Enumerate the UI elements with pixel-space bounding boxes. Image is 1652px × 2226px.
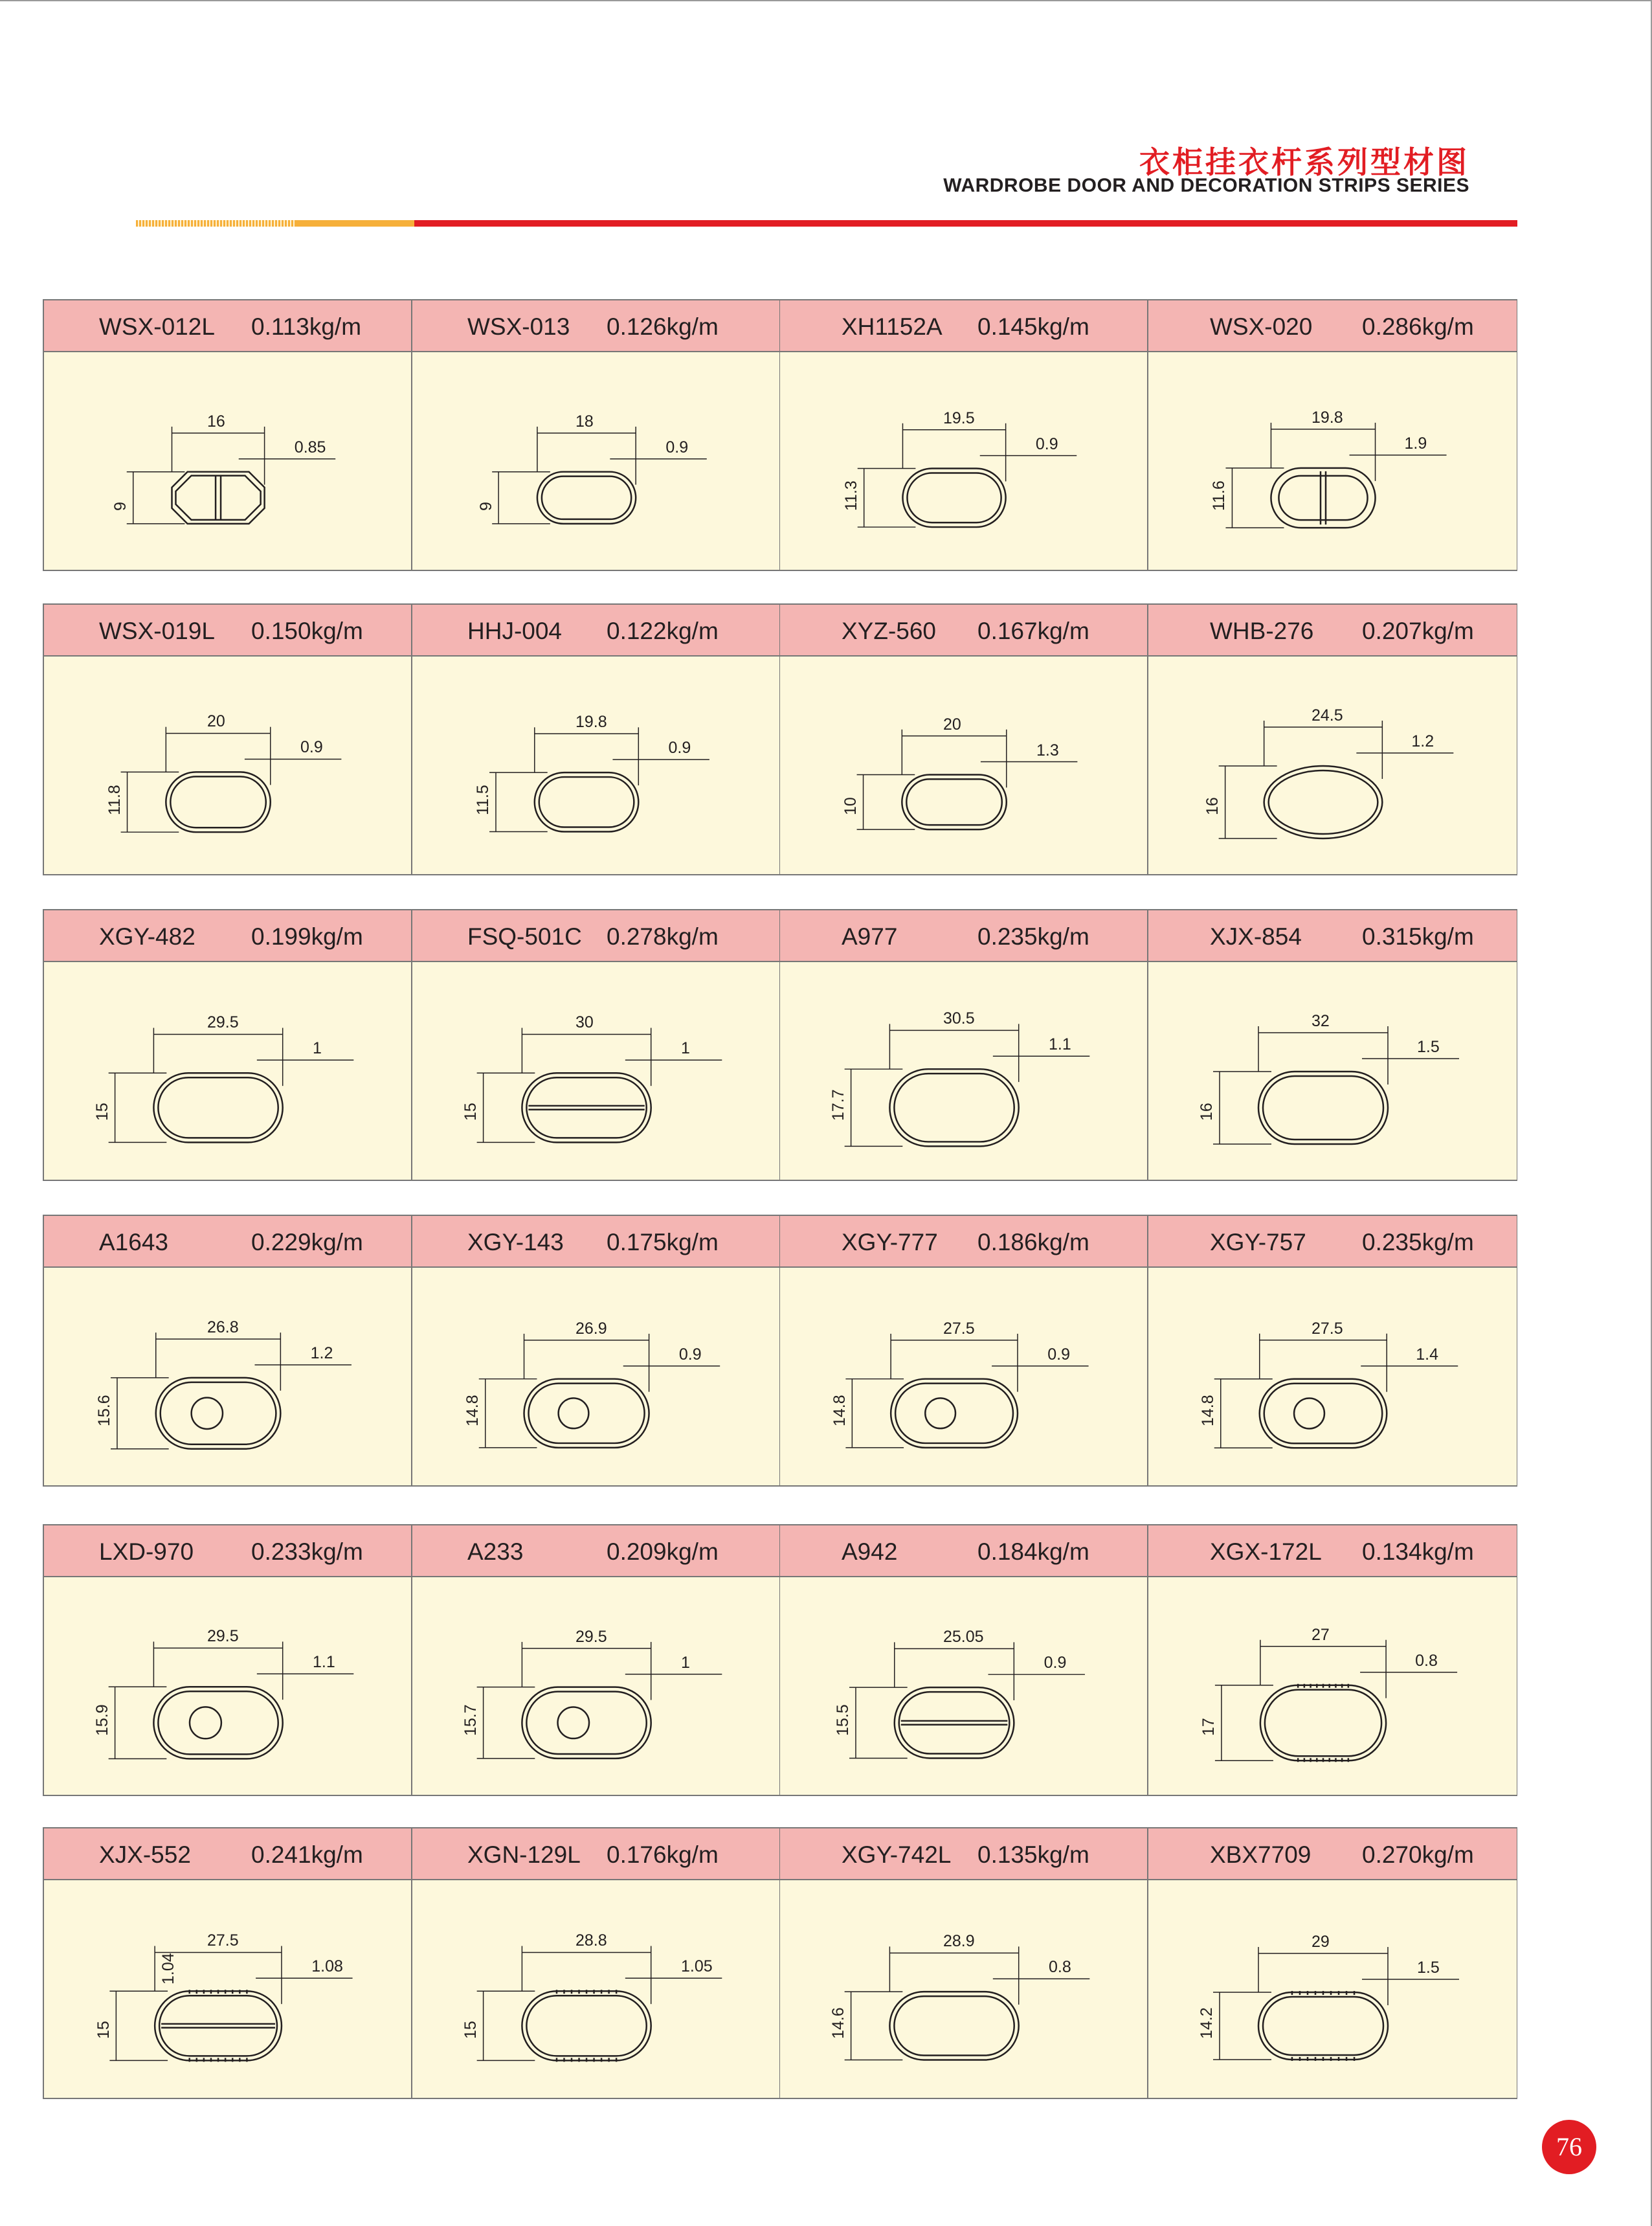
thickness-dimension-label: 0.8 (1049, 1958, 1071, 1977)
profile-drawing-area (1148, 962, 1517, 1180)
width-dimension-label: 19.5 (943, 409, 975, 427)
profile-weight: 0.209kg/m (607, 1538, 719, 1565)
thickness-dimension-label: 1.3 (1036, 741, 1059, 759)
height-dimension-label: 16 (1203, 797, 1222, 815)
profile-code: XGY-482 (99, 923, 195, 950)
profile-drawing-area (44, 352, 411, 570)
profile-drawing (1260, 1684, 1386, 1762)
profile-cell (780, 300, 1148, 570)
profile-cross-section (412, 962, 779, 1180)
page-number: 76 (1542, 2120, 1596, 2174)
profile-weight: 0.235kg/m (977, 923, 1089, 950)
profile-drawing-area (412, 1577, 779, 1795)
profile-weight: 0.286kg/m (1362, 313, 1474, 340)
profile-cross-section (412, 1880, 779, 2098)
profile-inner-outline (539, 777, 634, 827)
profile-header (780, 300, 1147, 352)
profile-drawing-area (412, 962, 779, 1180)
profile-drawing-area (1148, 1268, 1517, 1485)
profile-drawing (166, 772, 270, 832)
extra-dimension-label: 1.04 (159, 1953, 177, 1985)
height-dimension-label: 15.9 (93, 1704, 111, 1736)
profile-notch (559, 1398, 589, 1428)
thickness-dimension-label: 1.4 (1416, 1345, 1439, 1364)
profile-header (44, 605, 411, 657)
thickness-dimension-label: 1.5 (1417, 1959, 1440, 1977)
profile-header (780, 605, 1147, 657)
thickness-dimension-label: 1.05 (681, 1957, 713, 1976)
width-dimension-label: 27.5 (943, 1319, 975, 1338)
profile-outer-outline (522, 1991, 651, 2060)
profile-inner-outline (175, 476, 260, 520)
profile-weight: 0.122kg/m (607, 618, 719, 644)
profile-drawing (172, 472, 265, 524)
profile-header (1148, 1525, 1517, 1577)
profile-header (44, 1525, 411, 1577)
width-dimension-label: 27.5 (1312, 1319, 1343, 1338)
profile-drawing-area (412, 1880, 779, 2098)
thickness-dimension-label: 0.9 (665, 438, 689, 456)
width-dimension-label: 29.5 (575, 1627, 607, 1646)
profile-header (780, 1525, 1147, 1577)
profile-drawing (1271, 468, 1375, 528)
profile-outer-outline (889, 1992, 1018, 2060)
profile-cross-section (412, 352, 779, 570)
profile-cross-section (1148, 1880, 1517, 2098)
profile-code: HHJ-004 (467, 618, 562, 644)
profile-drawing (1260, 1379, 1387, 1448)
profile-drawing-area (780, 1880, 1147, 2098)
profile-header (780, 1216, 1147, 1268)
profile-code: WSX-019L (99, 618, 215, 644)
width-dimension-label: 28.8 (575, 1931, 607, 1950)
thickness-dimension-label: 1.2 (310, 1343, 333, 1362)
profile-drawing (153, 1687, 282, 1759)
height-dimension-label: 15 (94, 2021, 113, 2039)
profile-code: FSQ-501C (467, 923, 582, 950)
profile-drawing (522, 1073, 651, 1142)
profile-drawing-area (780, 1577, 1147, 1795)
profile-inner-outline (894, 1996, 1014, 2055)
profile-cell (780, 910, 1148, 1180)
profile-drawing (1258, 1991, 1388, 2061)
profile-weight: 0.150kg/m (251, 618, 363, 644)
profile-inner-outline (894, 1074, 1014, 1141)
profile-cell (780, 1525, 1148, 1795)
profile-cell (44, 1216, 412, 1485)
profile-drawing-area (44, 1880, 411, 2098)
profile-table-row (43, 909, 1517, 1181)
profile-cross-section (44, 657, 411, 874)
profile-cell (412, 1216, 781, 1485)
height-dimension-label: 15 (93, 1103, 111, 1121)
height-dimension-label: 9 (476, 502, 495, 511)
profile-code: WSX-012L (99, 313, 215, 340)
profile-inner-outline (1269, 770, 1378, 834)
height-dimension-label: 15 (462, 2021, 480, 2039)
width-dimension-label: 19.8 (1312, 408, 1343, 427)
profile-drawing (889, 1069, 1018, 1146)
width-dimension-label: 30.5 (943, 1009, 975, 1028)
thickness-dimension-label: 1.9 (1404, 434, 1427, 453)
profile-cell (412, 910, 781, 1180)
profile-code: A977 (842, 923, 898, 950)
profile-header (1148, 300, 1517, 352)
profile-notch (925, 1398, 955, 1428)
profile-drawing (522, 1990, 651, 2062)
profile-inner-outline (158, 1077, 278, 1138)
profile-inner-outline (159, 1996, 277, 2056)
height-dimension-label: 14.6 (829, 2007, 847, 2039)
profile-code: WHB-276 (1210, 618, 1314, 644)
profile-header (412, 1525, 779, 1577)
profile-code: A942 (842, 1538, 898, 1565)
height-dimension-label: 15 (462, 1103, 480, 1121)
profile-header (780, 1828, 1147, 1880)
profile-code: XGY-742L (842, 1841, 952, 1868)
profile-drawing-area (1148, 657, 1517, 874)
profile-header (412, 605, 779, 657)
profile-table-row (43, 1215, 1517, 1487)
profile-cross-section (412, 1268, 779, 1485)
profile-weight: 0.233kg/m (251, 1538, 363, 1565)
profile-weight: 0.199kg/m (251, 923, 363, 950)
profile-drawing (1258, 1072, 1388, 1144)
profile-cell (1148, 1525, 1517, 1795)
profile-inner-outline (899, 1692, 1010, 1753)
thickness-dimension-label: 1 (681, 1653, 690, 1672)
profile-cross-section (1148, 352, 1517, 570)
profile-drawing-area (1148, 1880, 1517, 2098)
profile-code: A1643 (99, 1229, 168, 1255)
profile-cell (44, 300, 412, 570)
height-dimension-label: 15.6 (95, 1395, 114, 1426)
profile-drawing (537, 472, 636, 524)
profile-weight: 0.241kg/m (251, 1841, 363, 1868)
profile-header (780, 910, 1147, 962)
profile-drawing (889, 1992, 1018, 2060)
profile-drawing-area (1148, 352, 1517, 570)
profile-drawing (902, 469, 1005, 528)
profile-cross-section (1148, 1268, 1517, 1485)
profile-drawing (524, 1379, 649, 1448)
page-title-english: WARDROBE DOOR AND DECORATION STRIPS SERIES (943, 175, 1469, 196)
profile-cell (412, 605, 781, 874)
width-dimension-label: 27.5 (207, 1931, 239, 1950)
profile-drawing-area (1148, 1577, 1517, 1795)
profile-drawing (891, 1379, 1018, 1448)
profile-cell (412, 300, 781, 570)
profile-outer-outline (153, 1073, 282, 1142)
profile-weight: 0.315kg/m (1362, 923, 1474, 950)
profile-code: WSX-020 (1210, 313, 1313, 340)
header-rule-dotted (136, 220, 295, 227)
profile-notch (558, 1707, 590, 1739)
profile-code: XH1152A (842, 313, 943, 340)
height-dimension-label: 16 (1198, 1103, 1216, 1121)
profile-weight: 0.207kg/m (1362, 618, 1474, 644)
width-dimension-label: 32 (1312, 1012, 1330, 1030)
profile-cross-section (412, 1577, 779, 1795)
profile-weight: 0.175kg/m (607, 1229, 719, 1255)
width-dimension-label: 26.9 (575, 1319, 607, 1338)
profile-header (412, 300, 779, 352)
profile-drawing-area (44, 657, 411, 874)
profile-drawing-area (780, 962, 1147, 1180)
profile-weight: 0.135kg/m (977, 1841, 1089, 1868)
profile-table-row (43, 1524, 1517, 1796)
profile-code: XGX-172L (1210, 1538, 1322, 1565)
profile-header (1148, 605, 1517, 657)
profile-outer-outline (889, 1069, 1018, 1146)
profile-outer-outline (172, 472, 265, 524)
profile-drawing-area (780, 1268, 1147, 1485)
height-dimension-label: 15.7 (462, 1704, 480, 1736)
width-dimension-label: 29.5 (207, 1013, 239, 1032)
profile-header (412, 1216, 779, 1268)
thickness-dimension-label: 0.9 (1044, 1654, 1067, 1672)
height-dimension-label: 17.7 (829, 1089, 847, 1121)
thickness-dimension-label: 1.1 (1049, 1035, 1071, 1054)
profile-table-row (43, 1827, 1517, 2099)
profile-cross-section (780, 1577, 1147, 1795)
profile-header (1148, 1828, 1517, 1880)
profile-weight: 0.184kg/m (977, 1538, 1089, 1565)
height-dimension-label: 11.5 (474, 785, 493, 815)
profile-header (44, 1828, 411, 1880)
profile-weight: 0.229kg/m (251, 1229, 363, 1255)
profile-code: XGY-143 (467, 1229, 564, 1255)
profile-drawing (156, 1378, 281, 1449)
height-dimension-label: 15.5 (834, 1704, 853, 1736)
profile-cell (1148, 605, 1517, 874)
profile-inner-outline (1263, 1076, 1383, 1140)
profile-drawing (522, 1687, 651, 1759)
thickness-dimension-label: 1.1 (313, 1653, 335, 1672)
profile-drawing (153, 1073, 282, 1142)
profile-cross-section (1148, 657, 1517, 874)
height-dimension-label: 11.8 (106, 785, 124, 815)
profile-weight: 0.145kg/m (977, 313, 1089, 340)
height-dimension-label: 17 (1199, 1718, 1218, 1736)
height-dimension-label: 14.8 (1198, 1395, 1217, 1426)
thickness-dimension-label: 0.9 (668, 739, 691, 758)
profile-cell (1148, 1216, 1517, 1485)
profile-code: XBX7709 (1210, 1841, 1312, 1868)
profile-drawing-area (780, 352, 1147, 570)
profile-cross-section (780, 1880, 1147, 2098)
thickness-dimension-label: 0.8 (1415, 1651, 1438, 1670)
profile-weight: 0.176kg/m (607, 1841, 719, 1868)
profile-outer-outline (1264, 766, 1383, 838)
profile-code: A233 (467, 1538, 524, 1565)
profile-inner-outline (526, 1996, 646, 2056)
thickness-dimension-label: 1.2 (1411, 732, 1434, 750)
profile-outer-outline (155, 1991, 282, 2060)
profile-inner-outline (1265, 1690, 1381, 1757)
profile-header (1148, 910, 1517, 962)
profile-cross-section (780, 657, 1147, 874)
profile-header (412, 1828, 779, 1880)
profile-code: WSX-013 (467, 313, 570, 340)
profile-cell (44, 1525, 412, 1795)
width-dimension-label: 25.05 (943, 1628, 984, 1647)
width-dimension-label: 29 (1312, 1933, 1330, 1951)
profile-weight: 0.126kg/m (607, 313, 719, 340)
thickness-dimension-label: 0.85 (294, 438, 326, 456)
profile-header (1148, 1216, 1517, 1268)
width-dimension-label: 18 (575, 412, 594, 431)
profile-header (412, 910, 779, 962)
height-dimension-label: 11.6 (1210, 480, 1229, 511)
height-dimension-label: 14.2 (1198, 2007, 1216, 2039)
profile-weight: 0.186kg/m (977, 1229, 1089, 1255)
profile-inner-outline (542, 477, 631, 519)
width-dimension-label: 19.8 (575, 713, 607, 732)
width-dimension-label: 30 (575, 1013, 594, 1032)
width-dimension-label: 20 (207, 712, 225, 731)
page-title-chinese: 衣柜挂衣杆系列型材图 (1139, 145, 1469, 181)
profile-cross-section (44, 352, 411, 570)
profile-table-row (43, 603, 1517, 875)
profile-table-row (43, 299, 1517, 571)
width-dimension-label: 16 (207, 412, 225, 431)
profile-cell (412, 1828, 781, 2098)
profile-code: XYZ-560 (842, 618, 937, 644)
profile-header (44, 300, 411, 352)
profile-cross-section (1148, 962, 1517, 1180)
profile-header (44, 1216, 411, 1268)
profile-code: XGY-777 (842, 1229, 938, 1255)
profile-drawing (895, 1687, 1014, 1758)
profile-weight: 0.235kg/m (1362, 1229, 1474, 1255)
profile-cross-section (1148, 1577, 1517, 1795)
profile-drawing (902, 774, 1006, 829)
profile-code: LXD-970 (99, 1538, 194, 1565)
profile-code: XGN-129L (467, 1841, 581, 1868)
profile-drawing (1264, 766, 1383, 838)
profile-cell (1148, 1828, 1517, 2098)
profile-cross-section (780, 962, 1147, 1180)
profile-drawing (155, 1990, 282, 2062)
profile-cross-section (44, 1880, 411, 2098)
profile-inner-outline (1278, 476, 1367, 520)
height-dimension-label: 9 (111, 502, 130, 511)
thickness-dimension-label: 1.5 (1417, 1038, 1440, 1056)
profile-cell (780, 1216, 1148, 1485)
profile-cell (1148, 300, 1517, 570)
thickness-dimension-label: 0.9 (1035, 434, 1058, 453)
profile-inner-outline (907, 473, 1001, 523)
thickness-dimension-label: 1.08 (311, 1957, 343, 1976)
profile-drawing-area (412, 352, 779, 570)
width-dimension-label: 20 (943, 715, 961, 734)
profile-drawing-area (44, 962, 411, 1180)
profile-cell (44, 1828, 412, 2098)
thickness-dimension-label: 0.9 (678, 1345, 702, 1364)
width-dimension-label: 29.5 (207, 1627, 239, 1646)
profile-cross-section (44, 1577, 411, 1795)
thickness-dimension-label: 1 (681, 1039, 690, 1058)
width-dimension-label: 26.8 (207, 1318, 239, 1336)
profile-weight: 0.278kg/m (607, 923, 719, 950)
profile-code: XJX-552 (99, 1841, 191, 1868)
height-dimension-label: 11.3 (842, 480, 861, 511)
profile-outer-outline (1258, 1072, 1388, 1144)
profile-cross-section (780, 1268, 1147, 1485)
profile-inner-outline (170, 776, 265, 827)
profile-outer-outline (1258, 1992, 1388, 2060)
profile-cross-section (412, 657, 779, 874)
profile-inner-outline (906, 779, 1001, 825)
profile-code: XJX-854 (1210, 923, 1302, 950)
profile-cell (780, 605, 1148, 874)
profile-outer-outline (1271, 468, 1375, 528)
profile-notch (1294, 1399, 1324, 1429)
profile-cell (780, 1828, 1148, 2098)
profile-notch (190, 1707, 221, 1738)
profile-weight: 0.167kg/m (977, 618, 1089, 644)
profile-drawing (535, 772, 639, 831)
profile-inner-outline (526, 1077, 646, 1138)
height-dimension-label: 14.8 (463, 1395, 482, 1426)
profile-cell (44, 605, 412, 874)
profile-cell (412, 1525, 781, 1795)
profile-header (44, 910, 411, 962)
profile-outer-outline (522, 1073, 651, 1142)
height-dimension-label: 10 (842, 797, 860, 815)
header-rule-red (414, 220, 1517, 227)
profile-weight: 0.113kg/m (251, 313, 362, 340)
header-rule-yellow (295, 220, 414, 227)
profile-cell (44, 910, 412, 1180)
profile-drawing-area (44, 1268, 411, 1485)
profile-cross-section (44, 962, 411, 1180)
profile-drawing-area (412, 1268, 779, 1485)
width-dimension-label: 28.9 (943, 1932, 975, 1951)
profile-drawing-area (44, 1577, 411, 1795)
profile-cross-section (44, 1268, 411, 1485)
width-dimension-label: 24.5 (1312, 706, 1343, 725)
profile-notch (192, 1398, 223, 1429)
thickness-dimension-label: 0.9 (1047, 1345, 1071, 1364)
profile-drawing-area (780, 657, 1147, 874)
profile-weight: 0.134kg/m (1362, 1538, 1474, 1565)
profile-cell (1148, 910, 1517, 1180)
profile-code: XGY-757 (1210, 1229, 1306, 1255)
profile-inner-outline (1263, 1997, 1383, 2055)
height-dimension-label: 14.8 (830, 1395, 849, 1426)
thickness-dimension-label: 0.9 (300, 738, 323, 757)
profile-drawing-area (412, 657, 779, 874)
profile-weight: 0.270kg/m (1362, 1841, 1474, 1868)
profile-cross-section (780, 352, 1147, 570)
thickness-dimension-label: 1 (313, 1039, 322, 1058)
width-dimension-label: 27 (1312, 1625, 1330, 1644)
